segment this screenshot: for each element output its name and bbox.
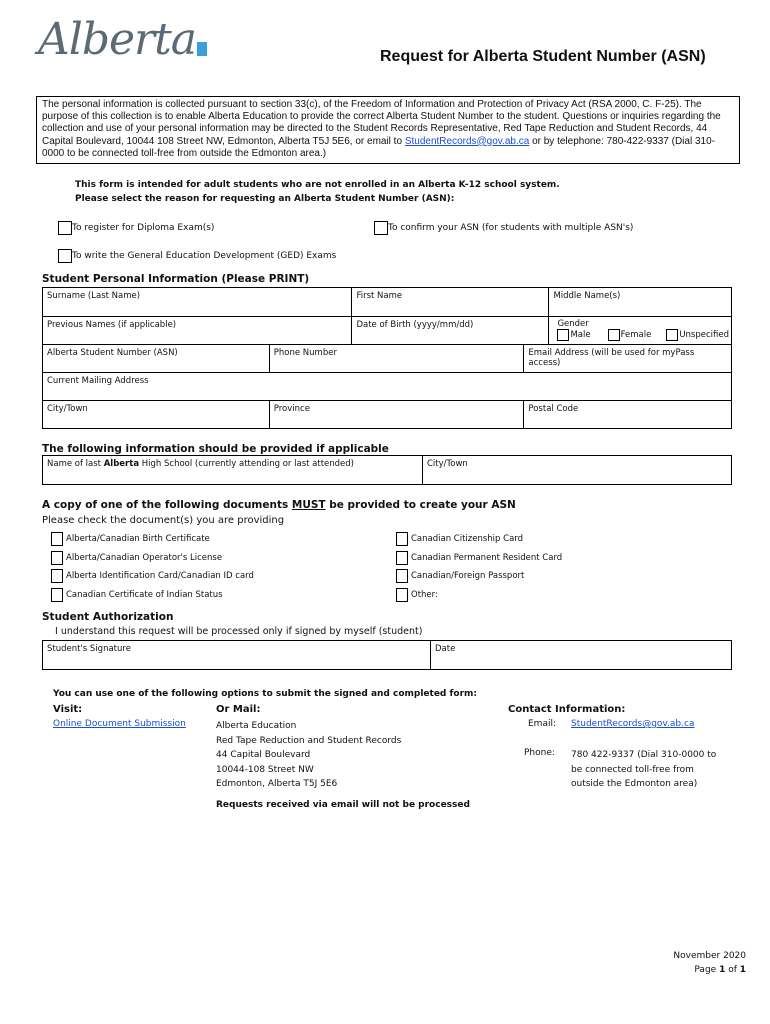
signature-date-field[interactable] [431,641,732,670]
email-notice: Requests received via email will not be processed [216,800,470,810]
doc-operators-license[interactable] [51,551,222,565]
surname-field[interactable] [43,288,352,317]
mail-heading: Or Mail: [216,704,261,715]
mailing-address-field[interactable] [43,373,732,401]
doc-citizenship-card-label: Canadian Citizenship Card [411,534,524,544]
asn-label: Alberta Student Number (ASN) [47,348,178,358]
postal-code-field[interactable] [524,401,732,429]
mail-line: Alberta Education [216,721,297,731]
doc-operators-license-checkbox[interactable] [51,551,63,565]
mail-line: Red Tape Reduction and Student Records [216,735,402,746]
documents-heading [42,499,516,511]
gender-unspecified-label: Unspecified [679,330,729,340]
gender-male-label: Male [570,330,591,340]
doc-operators-license-label: Alberta/Canadian Operator's License [66,553,223,563]
privacy-text-end: or by telephone: 780-422-9337 (Dial 310-0000 to be connected toll-free from outside the Edmonton area.) [42,135,715,159]
mail-line: Edmonton, Alberta T5J 5E6 [216,779,338,789]
contact-email-link[interactable]: StudentRecords@gov.ab.ca [571,719,695,729]
documents-heading-post: be provided to create your ASN [325,499,516,511]
doc-passport-label: Canadian/Foreign Passport [411,571,525,581]
doc-pr-card-checkbox[interactable] [396,551,408,565]
city-field[interactable] [43,401,270,429]
last-school-field[interactable] [43,456,423,485]
doc-pr-card-label: Canadian Permanent Resident Card [411,553,563,563]
email-field[interactable] [524,345,732,373]
doc-other[interactable] [396,588,438,602]
reason-diploma[interactable] [58,221,214,235]
contact-email-label: Email: [528,719,557,729]
gender-field [549,317,732,345]
signature-table [42,640,732,670]
doc-other-checkbox[interactable] [396,588,408,602]
footer-page-num: 1 [719,965,726,975]
intro-line-1: This form is intended for adult students who are not enrolled in an Alberta K-12 school system. [75,180,560,190]
documents-heading-must: MUST [291,499,326,511]
applicable-heading: The following information should be provided if applicable [42,443,389,455]
reason-diploma-label: To register for Diploma Exam(s) [72,223,215,233]
doc-indian-status-checkbox[interactable] [51,588,63,602]
dob-field[interactable] [352,317,549,345]
doc-passport[interactable] [396,569,524,583]
doc-birth-certificate[interactable] [51,532,210,546]
reason-confirm-checkbox[interactable] [374,221,388,235]
contact-phone-label: Phone: [524,748,555,758]
phone-line: outside the Edmonton area) [571,779,698,789]
reason-ged[interactable] [58,249,336,263]
phone-label: Phone Number [273,348,337,358]
last-school-label-bold: Alberta [103,459,140,469]
alberta-logo: Alberta [38,14,196,65]
signature-label: Student's Signature [47,644,131,654]
footer-page-total: 1 [739,965,746,975]
doc-other-label: Other: [411,590,438,600]
intro-line-2: Please select the reason for requesting an Alberta Student Number (ASN): [75,194,455,204]
contact-phone [571,748,716,792]
doc-citizenship-card-checkbox[interactable] [396,532,408,546]
online-submission-link[interactable]: Online Document Submission [53,719,186,729]
reason-ged-label: To write the General Education Development (GED) Exams [72,251,337,261]
doc-passport-checkbox[interactable] [396,569,408,583]
doc-birth-certificate-label: Alberta/Canadian Birth Certificate [66,534,210,544]
doc-citizenship-card[interactable] [396,532,523,546]
page-title: Request for Alberta Student Number (ASN) [380,48,706,65]
province-field[interactable] [269,401,524,429]
middle-name-field[interactable] [549,288,732,317]
gender-female-label: Female [620,330,652,340]
doc-id-card[interactable] [51,569,254,583]
mail-address [216,719,401,792]
first-name-field[interactable] [352,288,549,317]
gender-male-checkbox[interactable] [557,329,569,341]
mail-line: 10044-108 Street NW [216,764,314,775]
mail-line: 44 Capital Boulevard [216,750,311,760]
doc-id-card-label: Alberta Identification Card/Canadian ID card [66,571,254,581]
submit-intro: You can use one of the following options to submit the signed and completed form: [53,689,478,699]
contact-heading: Contact Information: [508,704,626,715]
reason-confirm-label: To confirm your ASN (for students with multiple ASN's) [388,223,634,233]
signature-date-label: Date [435,644,456,654]
doc-id-card-checkbox[interactable] [51,569,63,583]
privacy-text: The personal information is collected pursuant to section 33(c), of the Freedom of Information and Protection of Privacy Act (RSA 2000, C. F-25). The purpose of this collection is to enable Alberta Education to provide the correct Alberta Student Number to the student. Questions or inquiries regarding the collection and use of your personal information may be directed to the Student Records Representative, Red Tape Reduction and Student Records, 44 Capital Boulevard, 10044 108 Street NW, Edmonton, Alberta T5J 5E6, or email to [42,99,721,147]
middle-name-label: Middle Name(s) [553,291,621,301]
doc-birth-certificate-checkbox[interactable] [51,532,63,546]
mailing-address-label: Current Mailing Address [47,376,149,386]
last-school-label-post: High School (currently attending or last attended) [139,459,354,469]
footer-page-mid: of [725,965,740,975]
signature-field[interactable] [43,641,431,670]
footer-date: November 2020 [673,951,746,961]
previous-names-label: Previous Names (if applicable) [47,320,177,330]
applicable-table [42,455,732,485]
footer-page [694,965,746,975]
doc-indian-status[interactable] [51,588,223,602]
dob-label: Date of Birth (yyyy/mm/dd) [356,320,474,330]
postal-code-label: Postal Code [528,404,579,414]
visit-heading: Visit: [53,704,83,715]
phone-line: 780 422-9337 (Dial 310-0000 to [571,750,717,760]
privacy-email-link[interactable]: StudentRecords@gov.ab.ca [404,135,530,147]
school-city-label: City/Town [427,459,468,469]
authorization-heading: Student Authorization [42,611,174,623]
city-label: City/Town [47,404,88,414]
first-name-label: First Name [356,291,403,301]
phone-field[interactable] [269,345,524,373]
documents-subheading: Please check the document(s) you are providing [42,515,285,526]
school-city-field[interactable] [423,456,732,485]
documents-heading-pre: A copy of one of the following documents [42,499,292,511]
gender-label: Gender [557,319,589,329]
doc-indian-status-label: Canadian Certificate of Indian Status [66,590,223,600]
authorization-statement: I understand this request will be processed only if signed by myself (student) [55,626,423,637]
phone-line: be connected toll-free from [571,764,694,775]
reason-diploma-checkbox[interactable] [58,221,72,235]
previous-names-field[interactable] [43,317,352,345]
email-label: Email Address (will be used for myPass access) [528,348,695,368]
asn-field[interactable] [43,345,270,373]
gender-unspecified-checkbox[interactable] [666,329,678,341]
reason-confirm[interactable] [374,221,633,235]
surname-label: Surname (Last Name) [47,291,141,301]
footer-page-pre: Page [694,965,720,975]
alberta-logo-mark [197,42,207,56]
doc-pr-card[interactable] [396,551,562,565]
personal-info-table [42,287,732,429]
gender-female-checkbox[interactable] [608,329,620,341]
privacy-notice [36,96,740,164]
last-school-label-pre: Name of last [47,459,104,469]
personal-info-heading: Student Personal Information (Please PRINT) [42,273,310,285]
province-label: Province [273,404,310,414]
reason-ged-checkbox[interactable] [58,249,72,263]
